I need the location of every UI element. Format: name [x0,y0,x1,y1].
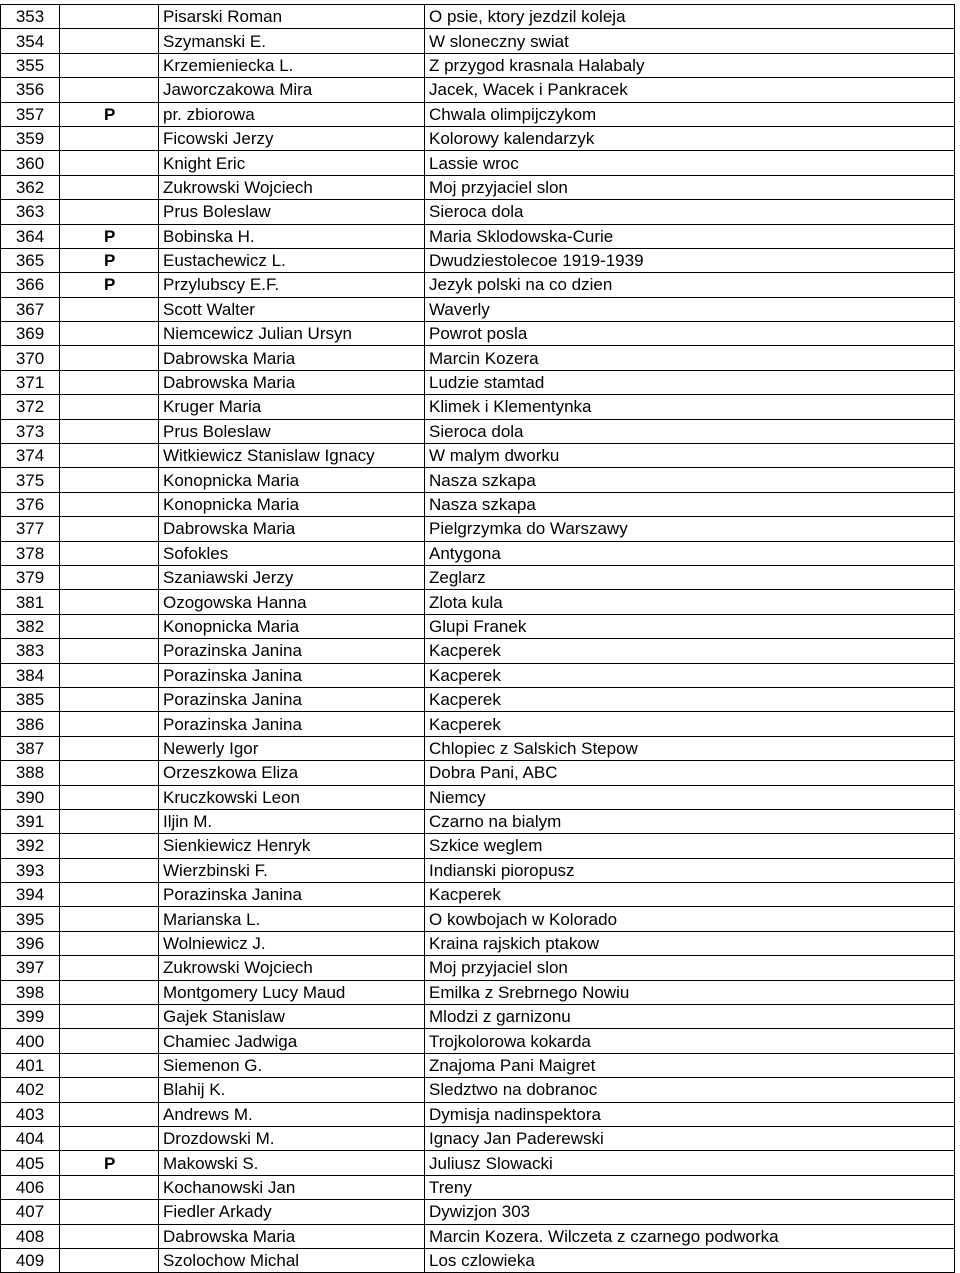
title-cell: Chlopiec z Salskich Stepow [425,736,955,760]
flag-cell [60,956,159,980]
title-cell: Moj przyjaciel slon [425,956,955,980]
flag-cell [60,78,159,102]
table-row [1,980,955,1004]
table-row [1,29,955,53]
table-row [1,1248,955,1272]
title-cell: Zeglarz [425,565,955,589]
table-row [1,175,955,199]
entry-number-cell: 398 [1,980,60,1004]
flag-cell [60,907,159,931]
flag-cell [60,565,159,589]
entry-number-cell: 365 [1,248,60,272]
author-cell: Prus Boleslaw [159,200,425,224]
title-cell: Dobra Pani, ABC [425,761,955,785]
entry-number-cell: 408 [1,1224,60,1248]
title-cell: Pielgrzymka do Warszawy [425,517,955,541]
flag-cell [60,931,159,955]
title-cell: Niemcy [425,785,955,809]
flag-cell [60,809,159,833]
table-row [1,1200,955,1224]
flag-cell [60,590,159,614]
entry-number-cell: 397 [1,956,60,980]
author-cell: Montgomery Lucy Maud [159,980,425,1004]
flag-cell [60,53,159,77]
title-cell: Ignacy Jan Paderewski [425,1126,955,1150]
table-row [1,370,955,394]
title-cell: Dywizjon 303 [425,1200,955,1224]
author-cell: Dabrowska Maria [159,1224,425,1248]
author-cell: Knight Eric [159,151,425,175]
entry-number-cell: 409 [1,1248,60,1272]
entry-number-cell: 375 [1,468,60,492]
title-cell: Lassie wroc [425,151,955,175]
author-cell: Blahij K. [159,1078,425,1102]
entry-number-cell: 366 [1,273,60,297]
author-cell: Sofokles [159,541,425,565]
entry-number-cell: 390 [1,785,60,809]
flag-cell [60,541,159,565]
table-row [1,346,955,370]
entry-number-cell: 396 [1,931,60,955]
table-row [1,907,955,931]
table-row [1,1029,955,1053]
entry-number-cell: 363 [1,200,60,224]
author-cell: Andrews M. [159,1102,425,1126]
entry-number-cell: 367 [1,297,60,321]
title-cell: Sledztwo na dobranoc [425,1078,955,1102]
entry-number-cell: 400 [1,1029,60,1053]
author-cell: Witkiewicz Stanislaw Ignacy [159,444,425,468]
entry-number-cell: 370 [1,346,60,370]
flag-cell [60,1126,159,1150]
author-cell: Konopnicka Maria [159,492,425,516]
author-cell: Kruger Maria [159,395,425,419]
flag-cell [60,858,159,882]
author-cell: Konopnicka Maria [159,468,425,492]
title-cell: Znajoma Pani Maigret [425,1053,955,1077]
author-cell: Krzemieniecka L. [159,53,425,77]
author-cell: Newerly Igor [159,736,425,760]
entry-number-cell: 364 [1,224,60,248]
table-row [1,639,955,663]
entry-number-cell: 392 [1,834,60,858]
entry-number-cell: 376 [1,492,60,516]
title-cell: Kacperek [425,883,955,907]
title-cell: Dymisja nadinspektora [425,1102,955,1126]
flag-cell [60,1175,159,1199]
author-cell: Wolniewicz J. [159,931,425,955]
entry-number-cell: 362 [1,175,60,199]
title-cell: Nasza szkapa [425,468,955,492]
flag-cell [60,883,159,907]
title-cell: Kacperek [425,639,955,663]
title-cell: Kacperek [425,663,955,687]
author-cell: Pisarski Roman [159,5,425,29]
title-cell: Nasza szkapa [425,492,955,516]
flag-cell: P [60,1151,159,1175]
entry-number-cell: 391 [1,809,60,833]
author-cell: Ficowski Jerzy [159,126,425,150]
flag-cell [60,492,159,516]
entry-number-cell: 359 [1,126,60,150]
title-cell: O psie, ktory jezdzil koleja [425,5,955,29]
entry-number-cell: 387 [1,736,60,760]
entry-number-cell: 402 [1,1078,60,1102]
flag-cell: P [60,273,159,297]
entry-number-cell: 381 [1,590,60,614]
title-cell: O kowbojach w Kolorado [425,907,955,931]
table-row [1,468,955,492]
table-row [1,5,955,29]
flag-cell [60,395,159,419]
entry-number-cell: 371 [1,370,60,394]
table-row [1,883,955,907]
table-row [1,1224,955,1248]
table-row [1,931,955,955]
flag-cell [60,200,159,224]
author-cell: Scott Walter [159,297,425,321]
table-row [1,273,955,297]
entry-number-cell: 369 [1,322,60,346]
title-cell: Szkice weglem [425,834,955,858]
entry-number-cell: 394 [1,883,60,907]
title-cell: Czarno na bialym [425,809,955,833]
entry-number-cell: 379 [1,565,60,589]
entry-number-cell: 360 [1,151,60,175]
entry-number-cell: 401 [1,1053,60,1077]
title-cell: Kraina rajskich ptakow [425,931,955,955]
entry-number-cell: 355 [1,53,60,77]
title-cell: Klimek i Klementynka [425,395,955,419]
table-row [1,151,955,175]
author-cell: Zukrowski Wojciech [159,175,425,199]
table-row [1,785,955,809]
author-cell: Porazinska Janina [159,712,425,736]
title-cell: Mlodzi z garnizonu [425,1005,955,1029]
table-row [1,444,955,468]
flag-cell [60,419,159,443]
table-row [1,956,955,980]
title-cell: Treny [425,1175,955,1199]
flag-cell [60,151,159,175]
title-cell: Juliusz Slowacki [425,1151,955,1175]
title-cell: W sloneczny swiat [425,29,955,53]
table-row [1,395,955,419]
title-cell: Kacperek [425,712,955,736]
entry-number-cell: 357 [1,102,60,126]
entry-number-cell: 374 [1,444,60,468]
author-cell: Porazinska Janina [159,639,425,663]
flag-cell [60,736,159,760]
entry-number-cell: 405 [1,1151,60,1175]
title-cell: Waverly [425,297,955,321]
entry-number-cell: 372 [1,395,60,419]
entry-number-cell: 399 [1,1005,60,1029]
author-cell: Jaworczakowa Mira [159,78,425,102]
table-row [1,248,955,272]
title-cell: Los czlowieka [425,1248,955,1272]
flag-cell [60,980,159,1004]
entry-number-cell: 395 [1,907,60,931]
author-cell: Wierzbinski F. [159,858,425,882]
flag-cell [60,1029,159,1053]
flag-cell [60,687,159,711]
table-row [1,1053,955,1077]
book-list-body [1,5,955,1273]
author-cell: Siemenon G. [159,1053,425,1077]
title-cell: Dwudziestolecoe 1919-1939 [425,248,955,272]
author-cell: Kruczkowski Leon [159,785,425,809]
author-cell: pr. zbiorowa [159,102,425,126]
flag-cell [60,1102,159,1126]
flag-cell [60,468,159,492]
entry-number-cell: 385 [1,687,60,711]
author-cell: Fiedler Arkady [159,1200,425,1224]
flag-cell [60,1053,159,1077]
table-row [1,761,955,785]
title-cell: Trojkolorowa kokarda [425,1029,955,1053]
table-row [1,297,955,321]
title-cell: Kolorowy kalendarzyk [425,126,955,150]
flag-cell [60,1200,159,1224]
flag-cell [60,175,159,199]
author-cell: Gajek Stanislaw [159,1005,425,1029]
title-cell: Jezyk polski na co dzien [425,273,955,297]
author-cell: Marianska L. [159,907,425,931]
flag-cell [60,5,159,29]
table-row [1,517,955,541]
title-cell: Glupi Franek [425,614,955,638]
flag-cell [60,29,159,53]
entry-number-cell: 353 [1,5,60,29]
author-cell: Konopnicka Maria [159,614,425,638]
author-cell: Porazinska Janina [159,687,425,711]
author-cell: Dabrowska Maria [159,370,425,394]
flag-cell: P [60,224,159,248]
table-row [1,1175,955,1199]
author-cell: Przylubscy E.F. [159,273,425,297]
author-cell: Iljin M. [159,809,425,833]
flag-cell [60,346,159,370]
flag-cell [60,1224,159,1248]
flag-cell [60,785,159,809]
flag-cell [60,1078,159,1102]
flag-cell [60,761,159,785]
author-cell: Dabrowska Maria [159,346,425,370]
entry-number-cell: 407 [1,1200,60,1224]
title-cell: Sieroca dola [425,419,955,443]
table-row [1,200,955,224]
author-cell: Ozogowska Hanna [159,590,425,614]
table-row [1,102,955,126]
author-cell: Niemcewicz Julian Ursyn [159,322,425,346]
title-cell: Jacek, Wacek i Pankracek [425,78,955,102]
entry-number-cell: 406 [1,1175,60,1199]
title-cell: Kacperek [425,687,955,711]
entry-number-cell: 388 [1,761,60,785]
author-cell: Zukrowski Wojciech [159,956,425,980]
table-row [1,1126,955,1150]
author-cell: Porazinska Janina [159,883,425,907]
title-cell: W malym dworku [425,444,955,468]
author-cell: Orzeszkowa Eliza [159,761,425,785]
title-cell: Indianski pioropusz [425,858,955,882]
entry-number-cell: 378 [1,541,60,565]
title-cell: Z przygod krasnala Halabaly [425,53,955,77]
entry-number-cell: 373 [1,419,60,443]
title-cell: Powrot posla [425,322,955,346]
author-cell: Prus Boleslaw [159,419,425,443]
table-row [1,541,955,565]
flag-cell [60,297,159,321]
table-row [1,687,955,711]
author-cell: Eustachewicz L. [159,248,425,272]
flag-cell [60,712,159,736]
author-cell: Makowski S. [159,1151,425,1175]
table-row [1,492,955,516]
table-row [1,1151,955,1175]
entry-number-cell: 384 [1,663,60,687]
flag-cell [60,639,159,663]
title-cell: Ludzie stamtad [425,370,955,394]
entry-number-cell: 404 [1,1126,60,1150]
table-row [1,858,955,882]
entry-number-cell: 382 [1,614,60,638]
table-row [1,663,955,687]
author-cell: Chamiec Jadwiga [159,1029,425,1053]
table-row [1,834,955,858]
title-cell: Antygona [425,541,955,565]
author-cell: Szaniawski Jerzy [159,565,425,589]
table-row [1,224,955,248]
author-cell: Bobinska H. [159,224,425,248]
title-cell: Zlota kula [425,590,955,614]
author-cell: Szolochow Michal [159,1248,425,1272]
author-cell: Drozdowski M. [159,1126,425,1150]
author-cell: Szymanski E. [159,29,425,53]
entry-number-cell: 354 [1,29,60,53]
flag-cell [60,663,159,687]
author-cell: Dabrowska Maria [159,517,425,541]
entry-number-cell: 377 [1,517,60,541]
entry-number-cell: 386 [1,712,60,736]
title-cell: Marcin Kozera [425,346,955,370]
flag-cell [60,322,159,346]
flag-cell [60,1248,159,1272]
entry-number-cell: 356 [1,78,60,102]
table-row [1,614,955,638]
table-row [1,53,955,77]
flag-cell [60,126,159,150]
table-row [1,322,955,346]
table-row [1,590,955,614]
table-row [1,1102,955,1126]
flag-cell [60,370,159,394]
flag-cell [60,614,159,638]
title-cell: Chwala olimpijczykom [425,102,955,126]
entry-number-cell: 393 [1,858,60,882]
flag-cell [60,444,159,468]
title-cell: Maria Sklodowska-Curie [425,224,955,248]
table-row [1,1005,955,1029]
table-row [1,78,955,102]
table-row [1,1078,955,1102]
flag-cell: P [60,248,159,272]
title-cell: Marcin Kozera. Wilczeta z czarnego podworka [425,1224,955,1248]
entry-number-cell: 403 [1,1102,60,1126]
author-cell: Porazinska Janina [159,663,425,687]
table-row [1,419,955,443]
author-cell: Sienkiewicz Henryk [159,834,425,858]
flag-cell [60,1005,159,1029]
table-row [1,126,955,150]
table-row [1,736,955,760]
title-cell: Emilka z Srebrnego Nowiu [425,980,955,1004]
entry-number-cell: 383 [1,639,60,663]
flag-cell [60,517,159,541]
table-row [1,712,955,736]
flag-cell: P [60,102,159,126]
title-cell: Sieroca dola [425,200,955,224]
table-row [1,565,955,589]
book-list-table [0,4,955,1273]
table-row [1,809,955,833]
flag-cell [60,834,159,858]
title-cell: Moj przyjaciel slon [425,175,955,199]
author-cell: Kochanowski Jan [159,1175,425,1199]
